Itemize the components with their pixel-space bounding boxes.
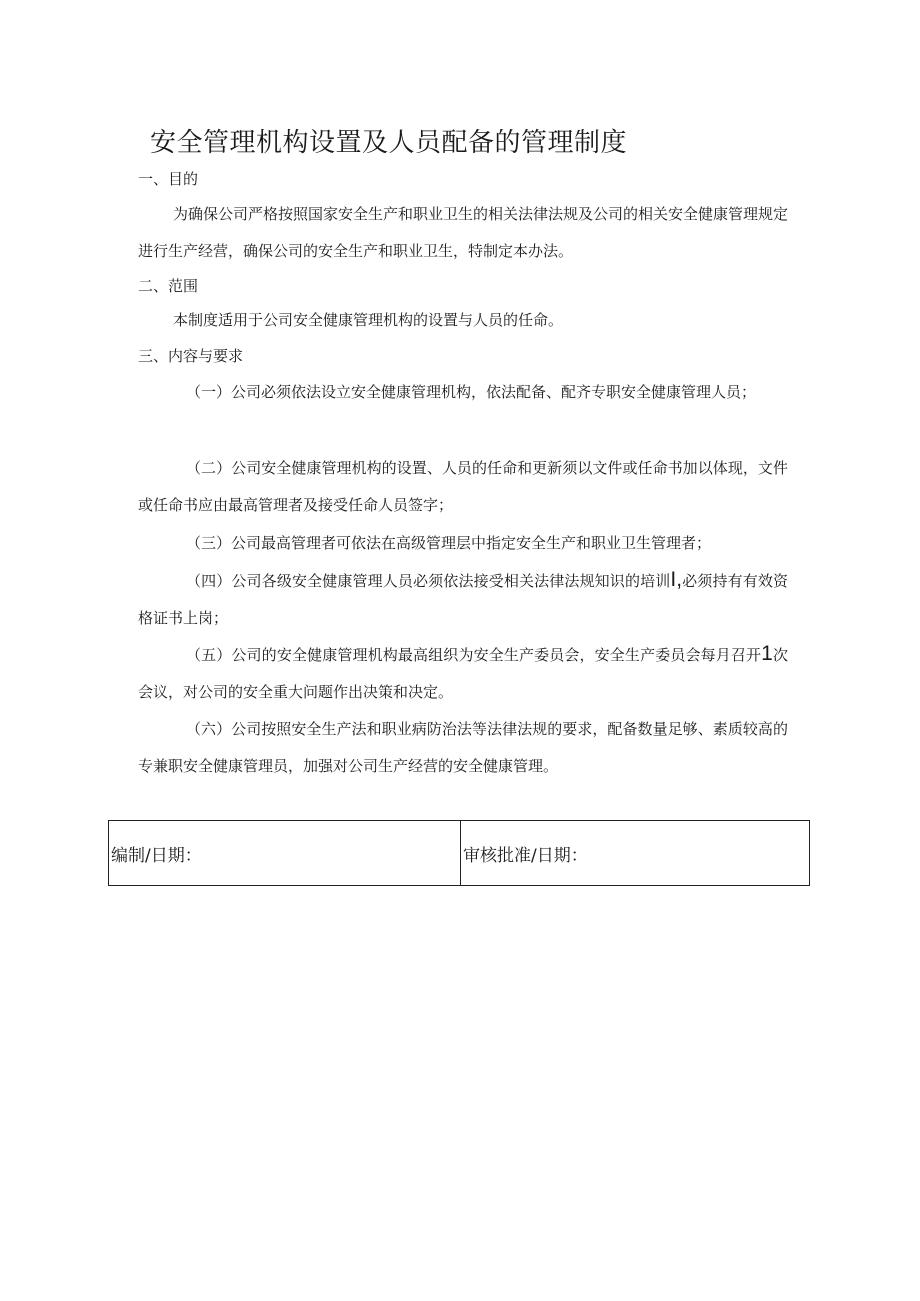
content-item-4-text-end: 必须持有有效资格证书上岗； bbox=[138, 572, 788, 627]
prepared-by-cell bbox=[109, 821, 461, 885]
content-item-5-number: 1 bbox=[761, 642, 773, 665]
signature-table bbox=[108, 820, 810, 886]
approved-by-cell bbox=[461, 821, 809, 885]
content-item-6: （六）公司按照安全生产法和职业病防治法等法律法规的要求，配备数量足够、素质较高的专兼职安全健康管理员，加强对公司生产经营的安全健康管理。 bbox=[138, 720, 788, 775]
section-heading-scope: 二、范围 bbox=[138, 277, 199, 295]
content-item-2: （二）公司安全健康管理机构的设置、人员的任命和更新须以文件或任命书加以体现，文件或任命书应由最高管理者及接受任命人员签字； bbox=[138, 459, 788, 514]
section-heading-content: 三、内容与要求 bbox=[138, 347, 244, 365]
content-item-5 bbox=[138, 635, 788, 711]
document-title: 安全管理机构设置及人员配备的管理制度 bbox=[150, 128, 628, 158]
content-item-4-text: （四）公司各级安全健康管理人员必须依法接受相关法律法规知识的培训 bbox=[186, 572, 671, 590]
content-item-3: （三）公司最高管理者可依法在高级管理层中指定安全生产和职业卫生管理者； bbox=[186, 534, 712, 552]
content-item-1: （一）公司必须依法设立安全健康管理机构，依法配备、配齐专职安全健康管理人员； bbox=[186, 383, 757, 401]
content-item-4 bbox=[138, 561, 788, 637]
content-item-5-text: （五）公司的安全健康管理机构最高组织为安全生产委员会，安全生产委员会每月召开 bbox=[186, 646, 762, 664]
purpose-paragraph: 为确保公司严格按照国家安全生产和职业卫生的相关法律法规及公司的相关安全健康管理规定进行生产经营，确保公司的安全生产和职业卫生，特制定本办法。 bbox=[138, 205, 789, 260]
prepared-by-label: 编制/日期： bbox=[111, 845, 202, 866]
scope-paragraph: 本制度适用于公司安全健康管理机构的设置与人员的任命。 bbox=[173, 311, 564, 329]
section-heading-purpose: 一、目的 bbox=[138, 170, 199, 188]
approved-by-label: 审核批准/日期： bbox=[463, 845, 588, 866]
content-item-5-text-end: 次会议，对公司的安全重大问题作出决策和决定。 bbox=[138, 646, 788, 701]
content-item-4-mark: I, bbox=[670, 568, 683, 591]
